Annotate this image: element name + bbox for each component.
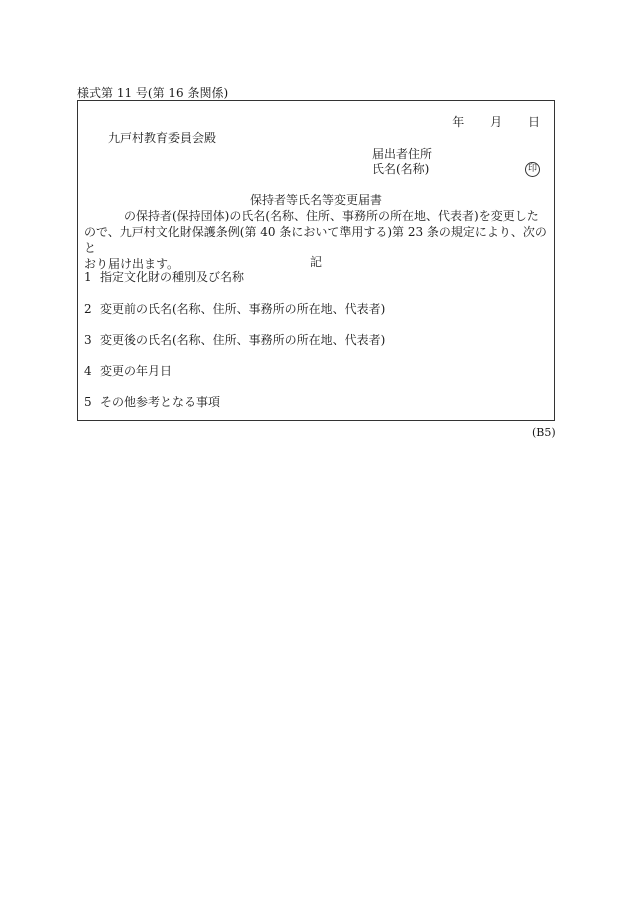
paper-size-note: (B5) xyxy=(532,426,556,439)
form-number: 様式第 11 号(第 16 条関係) xyxy=(77,86,229,100)
body-line-1: の保持者(保持団体)の氏名(名称、住所、事務所の所在地、代表者)を変更した xyxy=(124,209,539,223)
item-text: 指定文化財の種別及び名称 xyxy=(100,270,245,284)
notifier-name-label: 氏名(名称) xyxy=(372,162,430,176)
item-text: 変更後の氏名(名称、住所、事務所の所在地、代表者) xyxy=(100,333,386,347)
item-3 xyxy=(84,333,385,348)
addressee: 九戸村教育委員会殿 xyxy=(108,131,217,145)
ki-heading: 記 xyxy=(309,255,322,269)
item-5 xyxy=(84,395,220,410)
item-number: 3 xyxy=(84,333,92,347)
date-day-label: 日 xyxy=(527,115,540,129)
body-line-2: ので、九戸村文化財保護条例(第 40 条において準用する)第 23 条の規定により、次のと xyxy=(84,225,547,255)
item-text: 変更の年月日 xyxy=(100,364,173,378)
item-text: その他参考となる事項 xyxy=(100,395,221,409)
item-number: 2 xyxy=(84,302,92,316)
form-frame xyxy=(77,100,555,421)
notifier-address-label: 届出者住所 xyxy=(372,147,433,161)
item-text: 変更前の氏名(名称、住所、事務所の所在地、代表者) xyxy=(100,302,386,316)
body-line-3: おり届け出ます。 xyxy=(84,257,180,271)
item-number: 5 xyxy=(84,395,92,409)
document-title: 保持者等氏名等変更届書 xyxy=(249,193,382,207)
seal-mark: 印 xyxy=(525,162,540,177)
item-1 xyxy=(84,270,244,285)
item-number: 4 xyxy=(84,364,92,378)
date-line xyxy=(430,115,540,130)
item-2 xyxy=(84,302,385,317)
item-number: 1 xyxy=(84,270,92,284)
date-year-label: 年 xyxy=(452,115,465,129)
item-4 xyxy=(84,364,172,379)
date-month-label: 月 xyxy=(490,115,503,129)
